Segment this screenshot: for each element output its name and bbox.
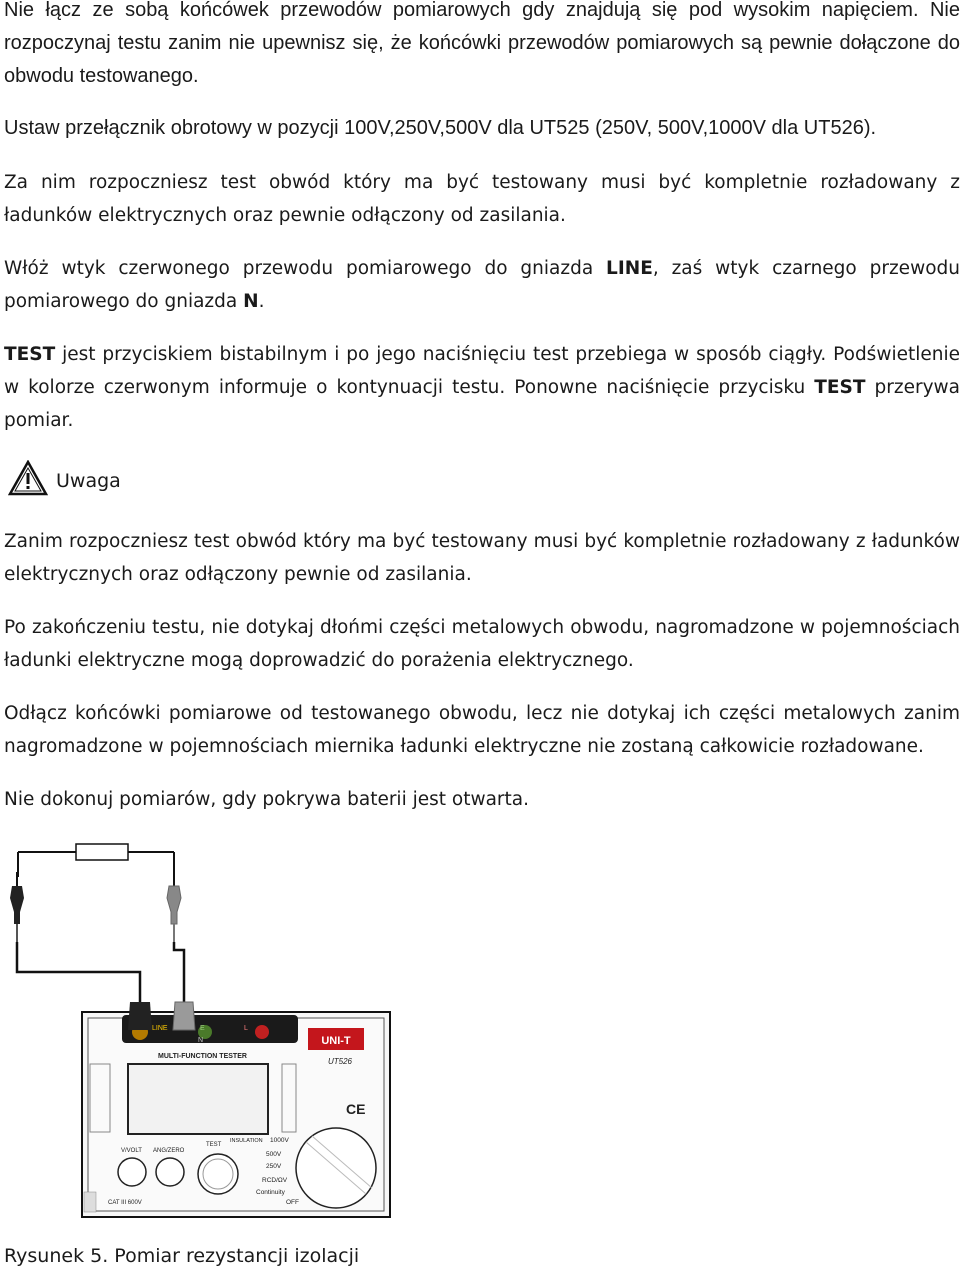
ang-button	[156, 1158, 184, 1186]
p4-text-a: Włóż wtyk czerwonego przewodu pomiarowego do gniazda	[4, 258, 607, 279]
volt-button-label: V/VOLT	[121, 1148, 142, 1154]
insulation-label: INSULATION	[230, 1138, 263, 1144]
volt-button	[118, 1158, 146, 1186]
paragraph-6: Zanim rozpoczniesz test obwód który ma być testowany musi być kompletnie rozładowany z ładunków elektrycznych oraz odłączony pewnie od zasilania.	[4, 531, 960, 585]
warning-heading	[8, 460, 121, 496]
p5-text-b: jest przyciskiem bistabilnym i po jego naciśnięciu test przebiega w sposób ciągły. Podświetlenie w kolorze czerwonym informuje o kontynuacji testu. Ponowne naciśnięcie przycisku	[4, 344, 960, 398]
paragraph-9: Nie dokonuj pomiarów, gdy pokrywa baterii jest otwarta.	[4, 789, 530, 810]
test-button	[198, 1154, 238, 1194]
brand-name: UNI-T	[321, 1035, 351, 1047]
insulation-test-figure	[0, 832, 400, 1228]
terminal-l-label: L	[244, 1025, 248, 1032]
model-name: UT526	[327, 1057, 353, 1066]
dial-1000v: 1000V	[270, 1137, 289, 1144]
warning-triangle-icon	[8, 460, 48, 496]
p5-text-d: przerywa pomiar.	[4, 377, 960, 431]
dial-250v: 250V	[266, 1163, 282, 1170]
grey-plug	[173, 1002, 195, 1030]
ce-mark: CE	[346, 1101, 366, 1117]
dial-off: OFF	[286, 1199, 299, 1206]
black-lead-wire	[17, 942, 140, 1002]
terminal-line-label: LINE	[152, 1025, 168, 1032]
paragraph-4	[4, 252, 960, 318]
resistor-icon	[76, 844, 128, 860]
p4-n-term: N	[243, 291, 259, 312]
device-subtitle: MULTI-FUNCTION TESTER	[158, 1053, 247, 1060]
cat-rating: CAT III 600V	[108, 1200, 142, 1206]
p4-text-c: , zaś wtyk czarnego przewodu pomiarowego do gniazda	[4, 258, 960, 312]
ang-button-label: ANG/ZERO	[153, 1148, 185, 1154]
paragraph-1: Nie łącz ze sobą końcówek przewodów pomiarowych gdy znajdują się pod wysokim napięciem. Nie rozpoczynaj testu zanim nie upewnisz się, że końcówki przewodów pomiarowych są pewnie dołączone do obwodu testowanego.	[4, 0, 960, 87]
terminal-n-label: N	[198, 1037, 204, 1044]
p5-test-2: TEST	[814, 377, 866, 398]
black-plug	[128, 1002, 152, 1030]
paragraph-3: Za nim rozpoczniesz test obwód który ma być testowany musi być kompletnie rozładowany z ładunków elektrycznych oraz pewnie odłączony od zasilania.	[4, 172, 960, 226]
dial-500v: 500V	[266, 1151, 282, 1158]
multifunction-tester-device	[82, 1002, 390, 1217]
grey-probe-icon	[167, 872, 181, 942]
p4-text-e: .	[258, 291, 265, 312]
p5-test-1: TEST	[4, 344, 56, 365]
l-terminal	[255, 1025, 269, 1039]
dial-rcd: RCD/ΩV	[262, 1177, 288, 1184]
figure-caption: Rysunek 5. Pomiar rezystancji izolacji	[4, 1245, 360, 1267]
dial-continuity: Continuity	[256, 1189, 285, 1196]
p4-line-term: LINE	[606, 258, 653, 279]
warning-label: Uwaga	[56, 470, 121, 492]
paragraph-7: Po zakończeniu testu, nie dotykaj dłońmi części metalowych obwodu, nagromadzone w pojemnościach ładunki elektryczne mogą doprowadzić do porażenia elektrycznego.	[4, 617, 960, 671]
grey-lead-wire	[174, 942, 184, 1002]
paragraph-2: Ustaw przełącznik obrotowy w pozycji 100V,250V,500V dla UT525 (250V, 500V,1000V dla UT526).	[4, 117, 877, 139]
lcd-display	[128, 1064, 268, 1134]
test-button-label: TEST	[206, 1142, 222, 1148]
paragraph-5	[4, 338, 960, 437]
black-probe-icon	[10, 872, 24, 942]
paragraph-8: Odłącz końcówki pomiarowe od testowanego obwodu, lecz nie dotykaj ich części metalowych zanim nagromadzone w pojemnościach miernika ładunki elektryczne nie zostaną całkowicie rozładowane.	[4, 703, 960, 757]
terminal-e-label: E	[200, 1025, 205, 1032]
